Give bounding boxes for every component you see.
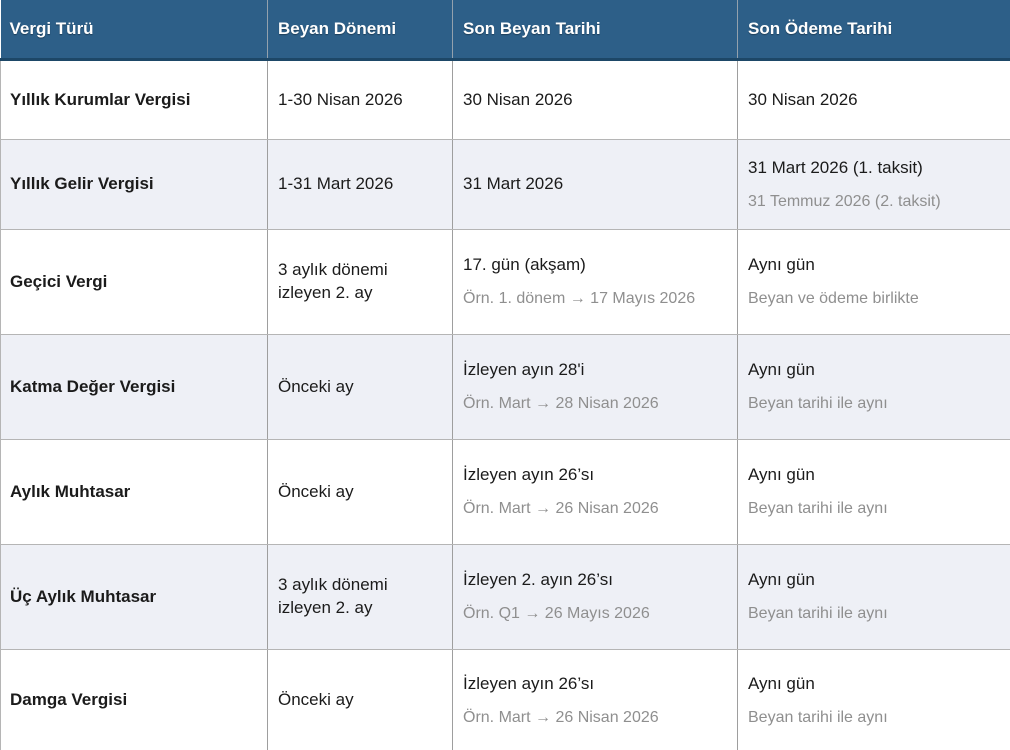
period-cell: Önceki ay [268,440,453,545]
deadline-cell [453,440,738,545]
period-cell: Önceki ay [268,650,453,750]
table-row [1,440,1010,545]
deadline-main: 17. gün (akşam) [463,255,586,275]
tax-type-cell: Katma Değer Vergisi [1,335,268,440]
header-cell-beyan-donemi: Beyan Dönemi [268,0,453,60]
deadline-main: 30 Nisan 2026 [463,89,573,109]
payment-cell [738,335,1010,440]
deadline-main: 31 Mart 2026 [463,174,564,194]
payment-note: 31 Temmuz 2026 (2. taksit) [748,192,941,210]
payment-main: Aynı gün [748,673,815,693]
payment-main: Aynı gün [748,570,815,590]
period-cell: 1-30 Nisan 2026 [268,60,453,140]
tax-type-cell: Yıllık Kurumlar Vergisi [1,60,268,140]
tax-type-cell: Aylık Muhtasar [1,440,268,545]
payment-cell [738,60,1010,140]
header-cell-vergi-turu: Vergi Türü [1,0,268,60]
tax-type-cell: Üç Aylık Muhtasar [1,545,268,650]
period-cell: 3 aylık dönemi izleyen 2. ay [268,230,453,335]
deadline-note: Örn. Mart → 28 Nisan 2026 [463,395,659,413]
deadline-main: İzleyen ayın 26’sı [463,465,595,485]
deadline-cell [453,230,738,335]
tax-type-cell: Yıllık Gelir Vergisi [1,140,268,230]
deadline-main: İzleyen ayın 26’sı [463,673,595,693]
table-row [1,545,1010,650]
deadline-main: İzleyen 2. ayın 26’sı [463,570,613,590]
payment-cell [738,545,1010,650]
payment-note: Beyan tarihi ile aynı [748,395,888,413]
payment-note: Beyan tarihi ile aynı [748,605,888,623]
table-row [1,140,1010,230]
deadline-note: Örn. Mart → 26 Nisan 2026 [463,708,659,726]
payment-main: Aynı gün [748,255,815,275]
table-header-row [1,0,1010,60]
payment-main: Aynı gün [748,360,815,380]
deadline-cell [453,60,738,140]
period-cell: 1-31 Mart 2026 [268,140,453,230]
payment-note: Beyan ve ödeme birlikte [748,290,919,308]
deadline-cell [453,650,738,750]
table-row [1,230,1010,335]
period-cell: 3 aylık dönemi izleyen 2. ay [268,545,453,650]
period-cell: Önceki ay [268,335,453,440]
table-row [1,335,1010,440]
deadline-note: Örn. 1. dönem → 17 Mayıs 2026 [463,290,696,308]
deadline-cell [453,335,738,440]
header-cell-son-beyan-tarihi: Son Beyan Tarihi [453,0,738,60]
tax-type-cell: Geçici Vergi [1,230,268,335]
tax-type-cell: Damga Vergisi [1,650,268,750]
payment-cell [738,230,1010,335]
payment-main: 30 Nisan 2026 [748,89,858,109]
deadline-main: İzleyen ayın 28'i [463,360,585,380]
deadline-cell [453,545,738,650]
payment-main: Aynı gün [748,465,815,485]
payment-note: Beyan tarihi ile aynı [748,500,888,518]
payment-note: Beyan tarihi ile aynı [748,708,888,726]
payment-cell [738,140,1010,230]
table-row [1,650,1010,750]
deadline-note: Örn. Mart → 26 Nisan 2026 [463,500,659,518]
deadline-cell [453,140,738,230]
payment-main: 31 Mart 2026 (1. taksit) [748,157,923,177]
table-row [1,60,1010,140]
deadline-note: Örn. Q1 → 26 Mayıs 2026 [463,605,650,623]
header-cell-son-odeme-tarihi: Son Ödeme Tarihi [738,0,1010,60]
payment-cell [738,440,1010,545]
payment-cell [738,650,1010,750]
